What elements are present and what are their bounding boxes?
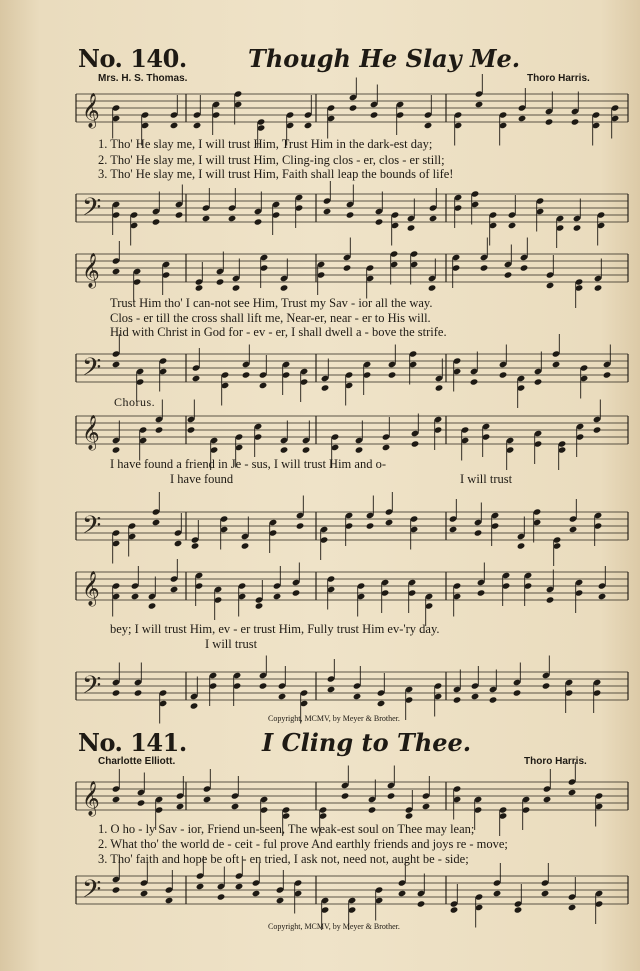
hymn-140-verse-1-line-2: Trust Him tho' I can-not see Him, Trust my Sav - ior all the way. xyxy=(110,296,433,310)
chorus-line-1-alt-b: I will trust xyxy=(460,472,513,486)
hymn-140-verse-2-line-2: Clos - er till the cross shall lift me, Near-er, near - er to His will. xyxy=(110,311,431,325)
music-staff-treble-5 xyxy=(76,778,628,818)
svg-text:𝄞: 𝄞 xyxy=(82,93,100,128)
music-staff-bass-2 xyxy=(76,350,628,390)
chorus-line-1-alt-a: I have found xyxy=(170,472,234,486)
hymn-140-number: No. 140. xyxy=(78,44,187,73)
hymn-140-copyright: Copyright, MCMV, by Meyer & Brother. xyxy=(268,714,400,723)
svg-text:𝄞: 𝄞 xyxy=(82,781,100,816)
hymn-140-title: Though He Slay Me. xyxy=(248,44,521,73)
hymn-140-author: Mrs. H. S. Thomas. xyxy=(98,73,188,84)
hymn-140-verse-2-line-1: 2. Tho' He slay me, I will trust Him, Cling-ing clos - er, clos - er still; xyxy=(98,153,445,167)
music-staff-bass-4 xyxy=(76,668,628,708)
hymn-141-composer: Thoro Harris. xyxy=(524,756,587,767)
music-staff-treble-4 xyxy=(76,568,628,608)
hymn-141-copyright: Copyright, MCMV, by Meyer & Brother. xyxy=(268,922,400,931)
svg-text:𝄞: 𝄞 xyxy=(82,415,100,450)
music-staff-bass-1 xyxy=(76,190,628,230)
hymn-141-verse-1: 1. O ho - ly Sav - ior, Friend un-seen, The weak-est soul on Thee may lean; xyxy=(98,822,475,836)
chorus-line-1: I have found a friend in Je - sus, I will trust Him and o- xyxy=(110,457,386,471)
hymn-141-author: Charlotte Elliott. xyxy=(98,756,176,767)
svg-text:𝄢: 𝄢 xyxy=(82,353,102,388)
music-staff-treble-1 xyxy=(76,90,628,130)
hymn-141-number: No. 141. xyxy=(78,728,187,757)
music-staff-treble-2 xyxy=(76,250,628,290)
hymn-141-title: I Cling to Thee. xyxy=(262,728,472,757)
chorus-label: Chorus. xyxy=(114,395,156,409)
svg-text:𝄢: 𝄢 xyxy=(82,671,102,706)
hymn-141-verse-2: 2. What tho' the world de - ceit - ful prove And earthly friends and joys re - move; xyxy=(98,837,508,851)
hymn-141-verse-3: 3. Tho' faith and hope be oft - en tried, I ask not, need not, aught be - side; xyxy=(98,852,469,866)
chorus-line-2-alt: I will trust xyxy=(205,637,258,651)
hymn-140-verse-3-line-2: Hid with Christ in God for - ev - er, I shall dwell a - bove the strife. xyxy=(110,325,447,339)
svg-text:𝄢: 𝄢 xyxy=(82,875,102,910)
hymn-140-verse-3-line-1: 3. Tho' He slay me, I will trust Him, Faith shall leap the bounds of life! xyxy=(98,167,454,181)
svg-text:𝄢: 𝄢 xyxy=(82,193,102,228)
music-staff-treble-3 xyxy=(76,412,628,452)
music-staff-bass-5 xyxy=(76,872,628,912)
svg-text:𝄞: 𝄞 xyxy=(82,253,100,288)
hymn-140-composer: Thoro Harris. xyxy=(527,73,590,84)
svg-text:𝄞: 𝄞 xyxy=(82,571,100,606)
music-staff-bass-3 xyxy=(76,508,628,548)
svg-text:𝄢: 𝄢 xyxy=(82,511,102,546)
hymn-140-verse-1-line-1: 1. Tho' He slay me, I will trust Him, Trust Him in the dark-est day; xyxy=(98,137,433,151)
chorus-line-2: bey; I will trust Him, ev - er trust Him, Fully trust Him ev-'ry day. xyxy=(110,622,440,636)
